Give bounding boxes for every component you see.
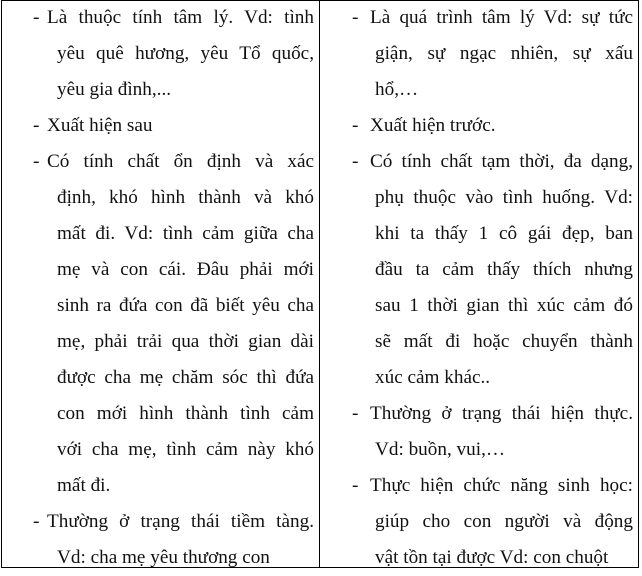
text-line: con mới hình thành tình cảm <box>57 403 314 424</box>
left-column-item <box>1 144 319 504</box>
text-line: Thực hiện chức năng sinh học: <box>370 475 633 496</box>
text-line: được cha mẹ chăm sóc thì đứa <box>57 367 314 388</box>
text-line: xúc cảm khác.. <box>375 367 491 388</box>
text-line: giúp cho con người và động <box>375 511 633 532</box>
left-column-item <box>1 504 319 576</box>
right-column-item <box>320 144 638 396</box>
text-line: mẹ và con cái. Đâu phải mới <box>57 259 314 280</box>
text-line: Là thuộc tính tâm lý. Vd: tình <box>47 7 314 28</box>
right-column-item <box>320 468 638 576</box>
text-line: mất đi. <box>57 475 111 496</box>
text-line: mẹ, phải trải qua thời gian dài <box>57 331 314 352</box>
left-column-item <box>1 0 319 108</box>
text-line: phụ thuộc vào tình huống. Vd: <box>375 187 633 208</box>
text-line: với cha mẹ, tình cảm này khó <box>57 439 314 460</box>
text-line: khi ta thấy 1 cô gái đẹp, ban <box>375 223 633 244</box>
text-line: giận, sự ngạc nhiên, sự xấu <box>375 43 633 64</box>
bullet-dash: - <box>352 115 359 136</box>
text-line: Xuất hiện sau <box>47 115 153 136</box>
bullet-dash: - <box>33 115 40 136</box>
text-line: yêu gia đình,... <box>57 79 172 100</box>
table-right-border <box>638 0 639 568</box>
text-line: định, khó hình thành và khó <box>57 187 314 208</box>
text-line: Vd: cha mẹ yêu thương con <box>57 547 270 568</box>
bullet-dash: - <box>352 475 359 496</box>
right-column-item <box>320 108 638 144</box>
left-column-item <box>1 108 319 144</box>
right-column-item <box>320 396 638 468</box>
text-line: Là quá trình tâm lý Vd: sự tức <box>370 7 633 28</box>
text-line: sau 1 thời gian thì xúc cảm đó <box>375 295 633 316</box>
bullet-dash: - <box>33 511 40 532</box>
bullet-dash: - <box>352 403 359 424</box>
right-column-item <box>320 0 638 108</box>
text-line: mất đi. Vd: tình cảm giữa cha <box>57 223 314 244</box>
text-line: yêu quê hương, yêu Tổ quốc, <box>57 43 314 64</box>
text-line: Thường ở trạng thái hiện thực. <box>370 403 633 424</box>
bullet-dash: - <box>33 7 40 28</box>
text-line: sẽ mất đi hoặc chuyển thành <box>375 331 633 352</box>
bullet-dash: - <box>33 151 40 172</box>
text-line: Thường ở trạng thái tiềm tàng. <box>47 511 314 532</box>
text-line: vật tồn tại được Vd: con chuột <box>375 547 609 568</box>
text-line: Có tính chất tạm thời, đa dạng, <box>370 151 633 172</box>
text-line: Có tính chất ổn định và xác <box>47 151 314 172</box>
text-line: Vd: buồn, vui,… <box>375 439 506 460</box>
text-line: hổ,… <box>375 79 419 100</box>
text-line: sinh ra đứa con đã biết yêu cha <box>57 295 314 316</box>
text-line: đầu ta cảm thấy thích nhưng <box>375 259 633 280</box>
bullet-dash: - <box>352 7 359 28</box>
bullet-dash: - <box>352 151 359 172</box>
text-line: Xuất hiện trước. <box>370 115 496 136</box>
